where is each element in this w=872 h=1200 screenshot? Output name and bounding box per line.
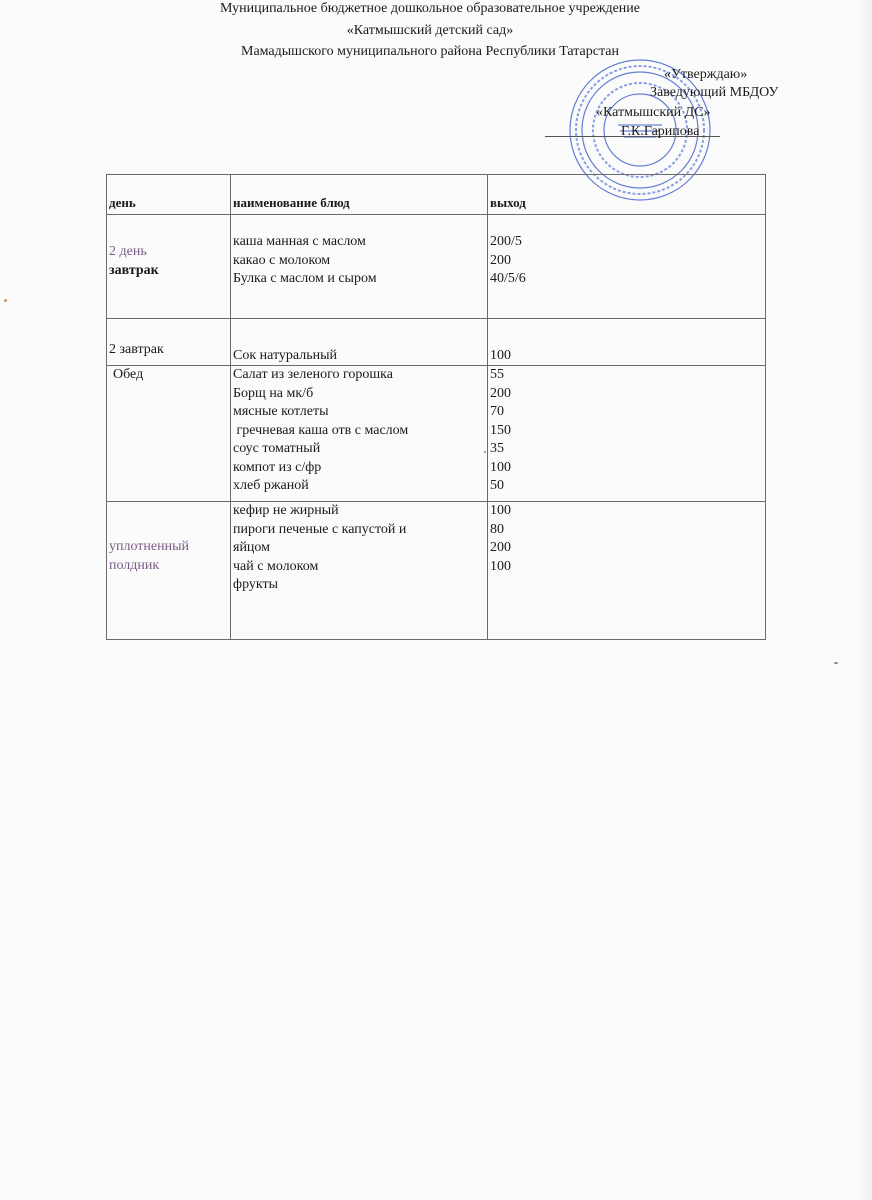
dish-item: компот из с/фр xyxy=(233,459,322,475)
meal-name: завтрак xyxy=(109,262,159,278)
district-name: Мамадышского муниципального района Республики Татарстан xyxy=(241,44,619,59)
day-cell xyxy=(107,366,231,502)
yield-cell xyxy=(488,215,766,319)
yield-item: 200 xyxy=(490,252,511,268)
yield-item: 40/5/6 xyxy=(490,271,526,286)
dish-item: Салат из зеленого горошка xyxy=(233,367,393,382)
dish-item: гречневая каша отв с маслом xyxy=(233,422,409,438)
dish-item: яйцом xyxy=(233,540,271,555)
yield-item: 100 xyxy=(490,558,511,574)
yield-item: 200/5 xyxy=(490,234,522,249)
dish-item: Сок натуральный xyxy=(233,347,338,363)
menu-table xyxy=(106,174,766,640)
yield-cell xyxy=(488,366,766,502)
yield-item: 80 xyxy=(490,521,504,537)
yield-item: 200 xyxy=(490,540,511,555)
header-day: день xyxy=(107,175,231,215)
meal-name: уплотненный xyxy=(109,539,190,554)
kindergarten-name: «Катмышский детский сад» xyxy=(346,23,514,38)
table-header-row xyxy=(107,175,766,215)
dish-cell xyxy=(231,502,488,640)
meal-name: 2 завтрак xyxy=(109,341,164,357)
yield-item: 55 xyxy=(490,367,504,382)
dish-item: Борщ на мк/б xyxy=(233,385,314,401)
day-number: 2 день xyxy=(109,244,147,259)
approver-position: Заведующий МБДОУ xyxy=(650,85,779,100)
dish-item: каша манная с маслом xyxy=(233,234,366,249)
dish-item: чай с молоком xyxy=(233,558,319,574)
dish-item: фрукты xyxy=(233,577,279,592)
yield-cell xyxy=(488,319,766,366)
dish-item: хлеб ржаной xyxy=(233,478,309,493)
yield-item: 100 xyxy=(490,459,511,475)
table-row xyxy=(107,366,766,502)
table-row xyxy=(107,502,766,640)
scan-speck xyxy=(4,299,7,302)
meal-name: Обед xyxy=(113,367,144,382)
header-yield: выход xyxy=(488,175,766,215)
meal-name: полдник xyxy=(109,557,160,573)
approve-label: «Утверждаю» xyxy=(664,67,748,82)
approver-organization: «Катмышский ДС» xyxy=(596,105,711,120)
day-cell xyxy=(107,215,231,319)
yield-item: 70 xyxy=(490,404,504,419)
dish-item: Булка с маслом и сыром xyxy=(233,271,377,286)
dish-item: пироги печеные с капустой и xyxy=(233,521,407,537)
dish-cell xyxy=(231,319,488,366)
yield-item: 200 xyxy=(490,385,511,401)
yield-item: 50 xyxy=(490,478,504,493)
dish-item: какао с молоком xyxy=(233,252,331,268)
yield-cell xyxy=(488,502,766,640)
yield-item: 100 xyxy=(490,503,511,518)
dish-item: мясные котлеты xyxy=(233,404,329,419)
approver-name: Г.К.Гарипова xyxy=(621,124,700,139)
table-row xyxy=(107,215,766,319)
dish-item: кефир не жирный xyxy=(233,503,339,518)
yield-item: 150 xyxy=(490,422,511,438)
dish-cell xyxy=(231,366,488,502)
dish-cell xyxy=(231,215,488,319)
header-dish: наименование блюд xyxy=(231,175,488,215)
table-row xyxy=(107,319,766,366)
day-cell xyxy=(107,502,231,640)
scan-speck xyxy=(834,662,838,664)
day-cell xyxy=(107,319,231,366)
scan-speck xyxy=(484,451,486,453)
yield-item: 35 xyxy=(490,441,504,456)
institution-name: Муниципальное бюджетное дошкольное образовательное учреждение xyxy=(220,1,640,16)
dish-item: соус томатный xyxy=(233,441,321,456)
scan-edge-shadow xyxy=(858,0,872,1200)
yield-item: 100 xyxy=(490,347,511,363)
